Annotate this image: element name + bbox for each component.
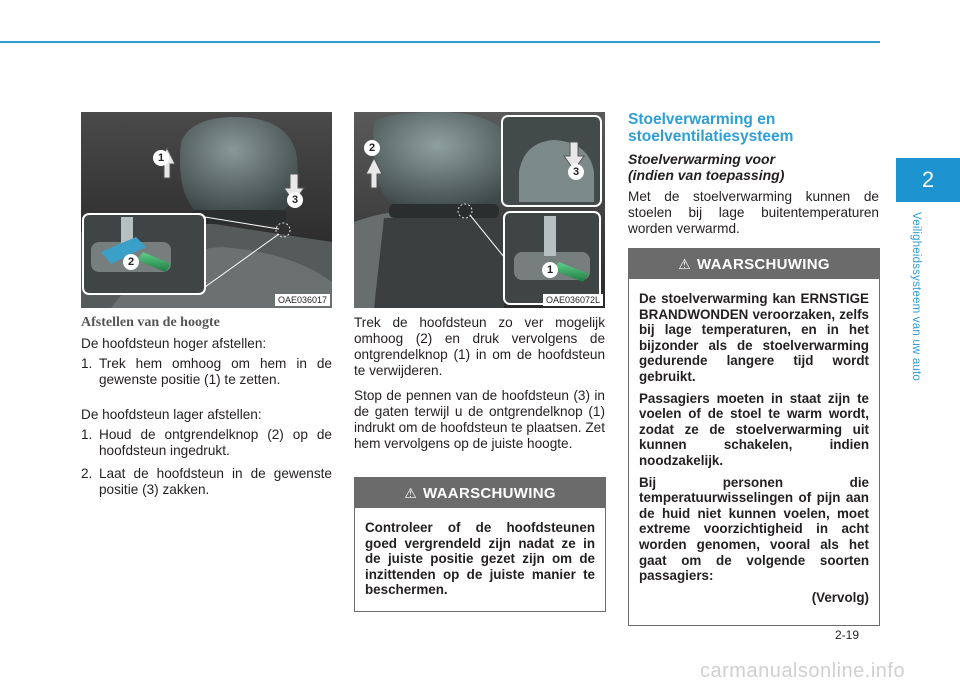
step-text: Houd de ontgrendelknop (2) op de hoofdsteun ingedrukt.: [99, 427, 332, 458]
figure-code: OAE036017: [275, 294, 330, 306]
chapter-side-label: [910, 212, 930, 412]
warning-triangle-icon: ⚠: [678, 255, 692, 272]
paragraph: Trek de hoofdsteun zo ver mogelijk omhoog (2) en druk vervolgens de ontgrendelknop (1) in om de hoofdsteun te verwijderen.: [354, 315, 605, 378]
seat-heating-intro: Met de stoelverwarming kunnen de stoelen bij lage buitentemperaturen worden verwarmd.: [628, 189, 879, 236]
middle-column-text: [354, 315, 605, 461]
lower-intro: De hoofdsteun lager afstellen:: [81, 407, 262, 422]
callout-1: 1: [153, 150, 169, 166]
callout-3: 3: [568, 164, 584, 180]
step-number: 2.: [81, 466, 93, 481]
warning-paragraph: De stoelverwarming kan ERNSTIGE BRANDWONDEN veroorzaken, zelfs bij lage temperaturen, en in het bijzonder als de stoelverwarming gedurende langere tijd wordt gebruikt.: [639, 291, 869, 384]
warning-title: WAARSCHUWING: [423, 484, 556, 502]
lower-step: [81, 427, 332, 459]
step-number: 1.: [81, 427, 93, 442]
chapter-number: 2: [921, 167, 935, 192]
step-text: Trek hem omhoog om hem in de gewenste positie (1) te zetten.: [99, 356, 332, 387]
continued-label: (Vervolg): [811, 589, 869, 605]
figure-code: OAE036072L: [543, 294, 603, 306]
warning-header: [629, 249, 879, 279]
watermark: carmanualsonline.info: [700, 660, 906, 682]
headrest-height-photo: [81, 112, 332, 308]
chapter-title: Veiligheidssysteem van uw auto: [910, 212, 922, 382]
headrest-height-illustration: [81, 112, 332, 308]
warning-title: WAARSCHUWING: [697, 255, 830, 273]
warning-paragraph: Passagiers moeten in staat zijn te voelen of de stoel te warm wordt, zodat ze de stoelverwarming uit kunnen schakelen, indien noodzakelijk.: [639, 390, 869, 468]
headrest-removal-photo: [354, 112, 605, 308]
height-adjust-heading: Afstellen van de hoogte: [81, 315, 220, 330]
warning-text: Controleer of de hoofdsteunen goed vergrendeld zijn nadat ze in de juiste positie gezet zijn om de inzittenden op de juiste manier te beschermen.: [365, 520, 595, 598]
chapter-tab: [896, 158, 960, 202]
warning-body: [629, 279, 879, 619]
callout-2: 2: [364, 140, 380, 156]
callout-1: 1: [542, 262, 558, 278]
subsection-title: Stoelverwarming voor (indien van toepassing): [628, 151, 785, 183]
left-column-text: [81, 336, 332, 501]
paragraph: Stop de pennen van de hoofdsteun (3) in de gaten terwijl u de ontgrendelknop (1) indrukt om de hoofdsteun te plaatsen. Zet hem vervolgens op de juiste hoogte.: [354, 388, 605, 451]
warning-triangle-icon: ⚠: [404, 484, 418, 501]
header-rule: [0, 41, 880, 43]
warning-header: [355, 478, 605, 508]
callout-2: 2: [123, 254, 139, 270]
lower-step: [81, 466, 332, 498]
headrest-removal-illustration: [354, 112, 605, 308]
headrest-warning-box: [354, 477, 606, 612]
step-number: 1.: [81, 356, 93, 371]
step-text: Laat de hoofdsteun in de gewenste positie (3) zakken.: [99, 466, 332, 497]
section-title: Stoelverwarming en stoelventilatiesysteem: [628, 111, 794, 145]
page-number: 2-19: [835, 628, 860, 642]
callout-3: 3: [287, 192, 303, 208]
seat-heating-warning-box: [628, 248, 880, 626]
warning-paragraph: Bij personen die temperatuurwisselingen of pijn aan de huid niet kunnen voelen, moet extreme voorzichtigheid in acht worden genomen, vooral als het gaat om de volgende soorten passagiers:: [639, 474, 869, 584]
raise-step: [81, 356, 332, 388]
raise-intro: De hoofdsteun hoger afstellen:: [81, 336, 267, 351]
warning-body: [355, 508, 605, 612]
